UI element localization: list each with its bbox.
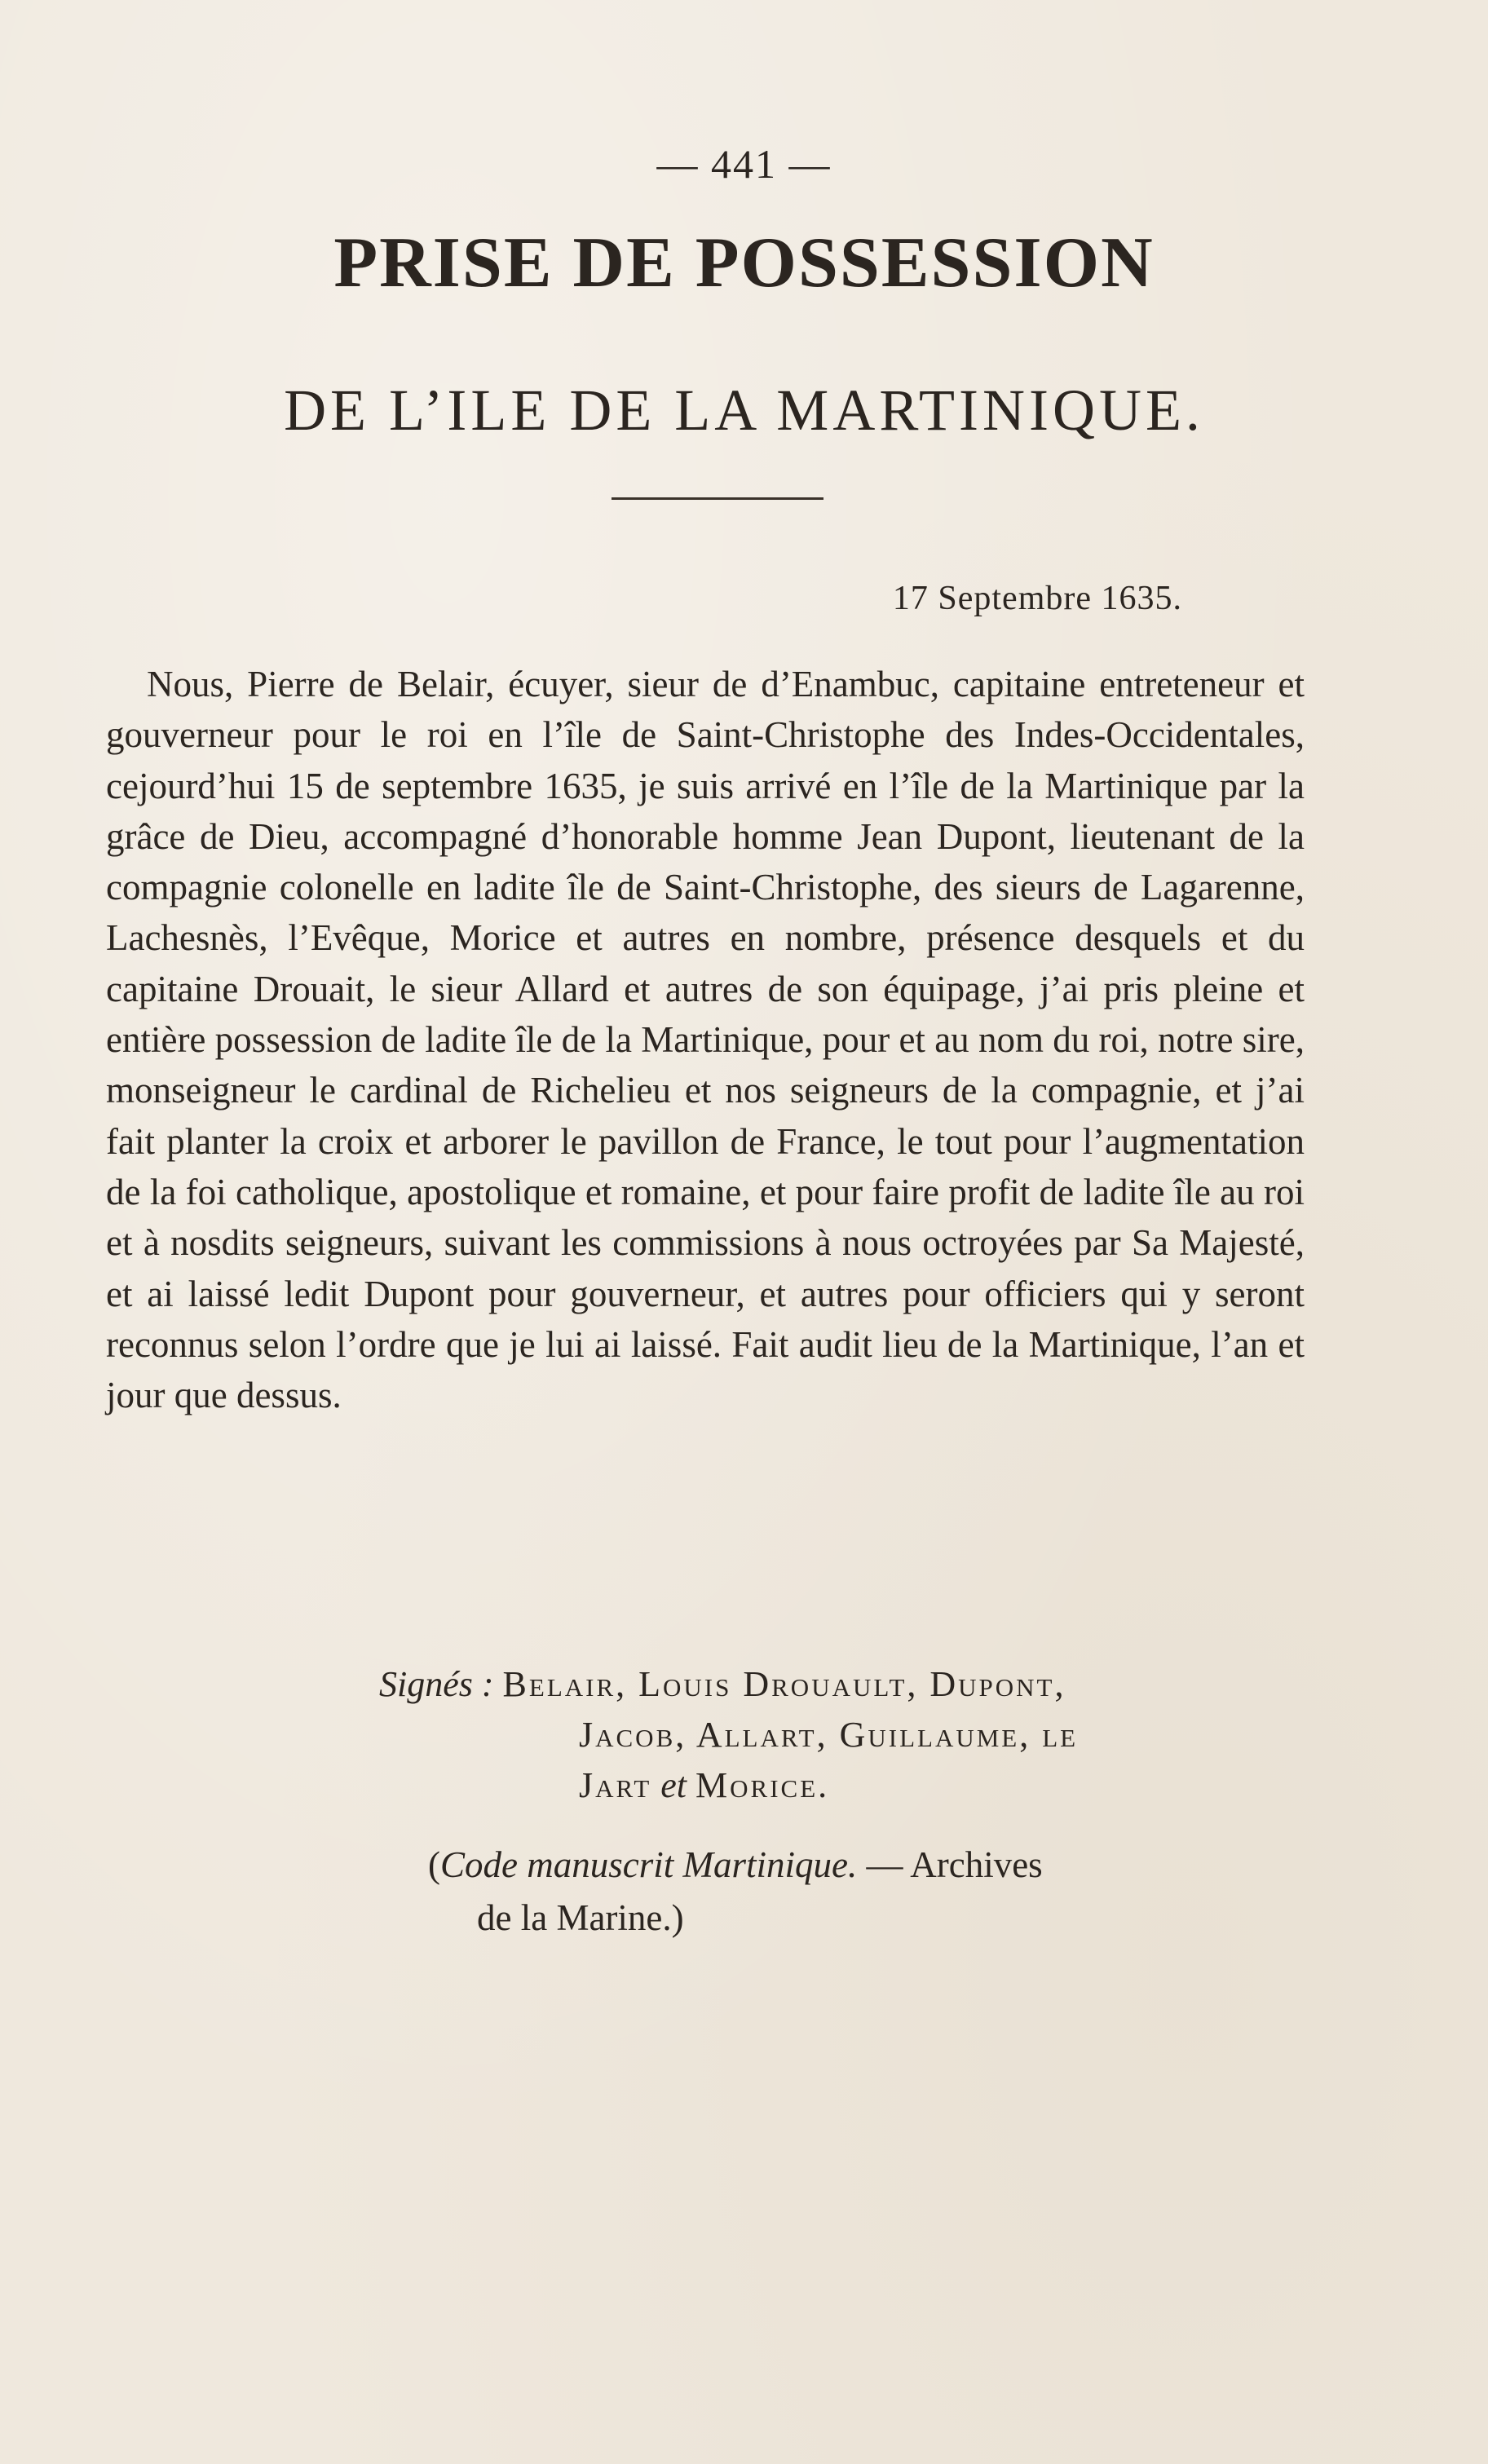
body-paragraph: Nous, Pierre de Belair, écuyer, sieur de d’Enambuc, capitaine entreteneur et gouverneur pour le roi en l’île de Saint-Christophe des Indes-Occidentales, cejourd’hui 15 de septembre 1635, je suis arrivé en l’île de la Martinique par la grâce de Dieu, accompagné d’honorable homme Jean Dupont, lieutenant de la compagnie colonelle en ladite île de Saint-Christophe, des sieurs de Lagarenne, Lachesnès, l’Evêque, Morice et autres en nombre, présence desquels et du capitaine Drouait, le sieur Allard et autres de son équipage, j’ai pris pleine et entière possession de ladite île de la Martinique, pour et au nom du roi, notre sire, monseigneur le cardinal de Richelieu et nos seigneurs de la compagnie, et j’ai fait planter la croix et arborer le pavillon de France, le tout pour l’augmentation de la foi catholique, apostolique et romaine, et pour faire profit de ladite île au roi et à nosdits seigneurs, suivant les commissions à nous octroyées par Sa Majesté, et ai laissé ledit Dupont pour gouverneur, et autres pour officiers qui y seront reconnus selon l’ordre que je lui ai laissé. Fait audit lieu de la Martinique, l’an et jour que dessus. — [106, 664, 1305, 1416]
signature-morice: Morice. — [695, 1765, 830, 1805]
source-manuscript: Code manuscrit Martinique. — [440, 1844, 858, 1885]
signatures-line-3 — [379, 1760, 1300, 1811]
source-citation — [428, 1839, 1243, 1945]
document-date: 17 Septembre 1635. — [892, 580, 1182, 617]
signatures-block — [379, 1659, 1300, 1811]
page-number: — 441 — — [656, 141, 832, 187]
signatures-line-2: Jacob, Allart, Guillaume, le — [579, 1715, 1079, 1755]
source-open-paren: ( — [428, 1844, 440, 1885]
source-archives: — Archives — [857, 1844, 1043, 1885]
signature-jart: Jart — [579, 1765, 652, 1805]
signatures-label: Signés : — [379, 1664, 494, 1704]
signatures-line-1 — [379, 1659, 1300, 1710]
title-divider — [612, 497, 823, 500]
signatures-names-1: Belair, Louis Drouault, Dupont, — [502, 1664, 1066, 1704]
signature-et: et — [660, 1765, 687, 1805]
source-line-2: de la Marine.) — [477, 1897, 684, 1938]
page-title: PRISE DE POSSESSION — [333, 223, 1155, 302]
page-subtitle: DE L’ILE DE LA MARTINIQUE. — [284, 378, 1204, 443]
